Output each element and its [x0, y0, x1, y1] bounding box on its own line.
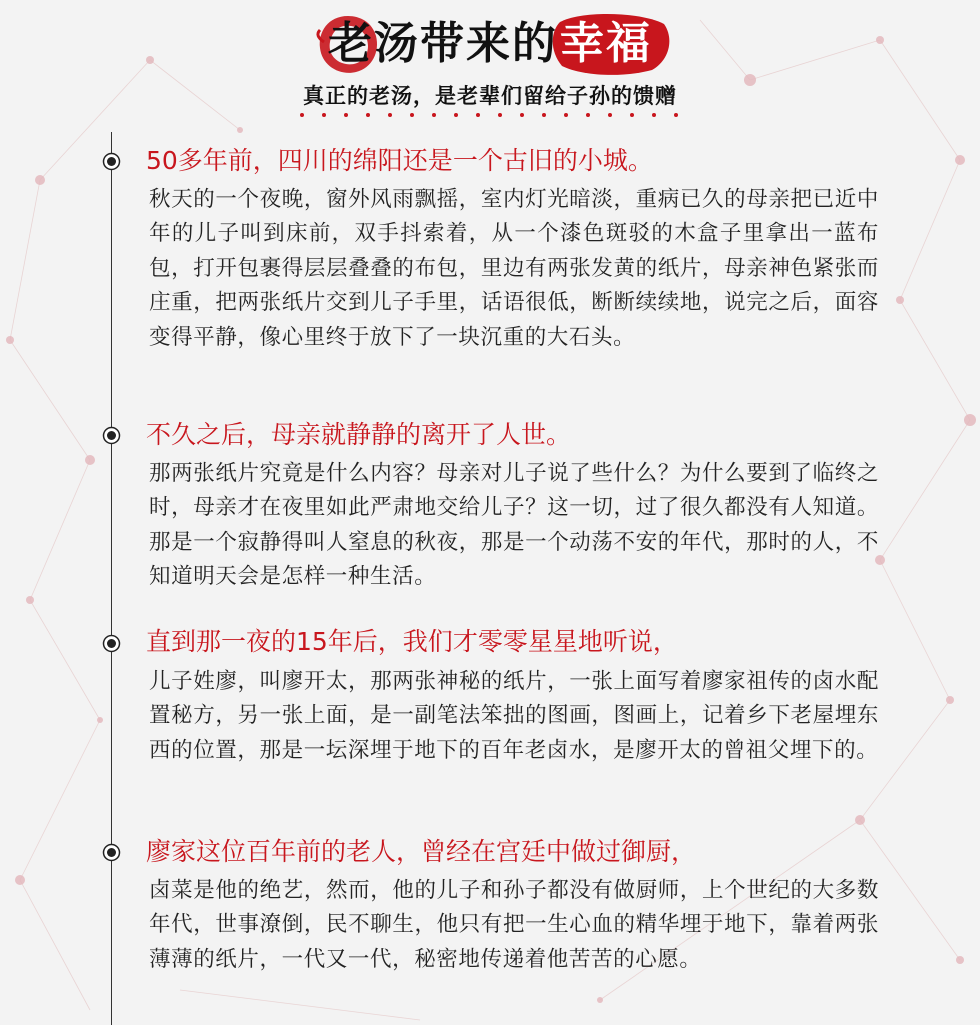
- subtitle-dot-underline: [296, 112, 684, 118]
- title-highlight-text: 幸福: [560, 14, 652, 74]
- bullet-circle-icon: [102, 152, 121, 171]
- entry-body: 秋天的一个夜晚，窗外风雨飘摇，室内灯光暗淡，重病已久的母亲把已近中年的儿子叫到床前，双手抖索着，从一个漆色斑驳的木盒子里拿出一蓝布包，打开包裹得层层叠叠的布包，里边有两张发黄的纸片，母亲神色紧张而庄重，把两张纸片交到儿子手里，话语很低，断断续续地，说完之后，面容变得平静，像心里终于放下了一块沉重的大石头。: [149, 187, 879, 350]
- entry-heading: 50多年前，四川的绵阳还是一个古旧的小城。: [146, 146, 653, 175]
- page-title: [0, 14, 980, 74]
- timeline-line: [111, 132, 112, 1025]
- title-main-text: 老汤带来的: [328, 18, 558, 69]
- bullet-circle-icon: [102, 426, 121, 445]
- entry-body: 卤菜是他的绝艺，然而，他的儿子和孙子都没有做厨师，上个世纪的大多数年代，世事潦倒，民不聊生，他只有把一生心血的精华埋于地下，靠着两张薄薄的纸片，一代又一代，秘密地传递着他苦苦的心愿。: [149, 878, 879, 972]
- entry-body: 那两张纸片究竟是什么内容？母亲对儿子说了些什么？为什么要到了临终之时，母亲才在夜里如此严肃地交给儿子？这一切，过了很久都没有人知道。那是一个寂静得叫人窒息的秋夜，那是一个动荡不安的年代，那时的人，不知道明天会是怎样一种生活。: [149, 461, 879, 590]
- bullet-circle-icon: [102, 634, 121, 653]
- page-header: [0, 0, 980, 130]
- page-subtitle: 真正的老汤，是老辈们留给子孙的馈赠: [303, 84, 677, 108]
- entry-heading: 廖家这位百年前的老人，曾经在宫廷中做过御厨，: [146, 837, 697, 866]
- entry-heading: 不久之后，母亲就静静的离开了人世。: [146, 420, 572, 449]
- entry-body: 儿子姓廖，叫廖开太，那两张神秘的纸片，一张上面写着廖家祖传的卤水配置秘方，另一张上面，是一副笔法笨拙的图画，图画上，记着乡下老屋埋东西的位置，那是一坛深埋于地下的百年老卤水，是廖开太的曾祖父埋下的。: [149, 669, 879, 763]
- bullet-circle-icon: [102, 843, 121, 862]
- entry-heading: 直到那一夜的15年后，我们才零零星星地听说，: [146, 627, 678, 656]
